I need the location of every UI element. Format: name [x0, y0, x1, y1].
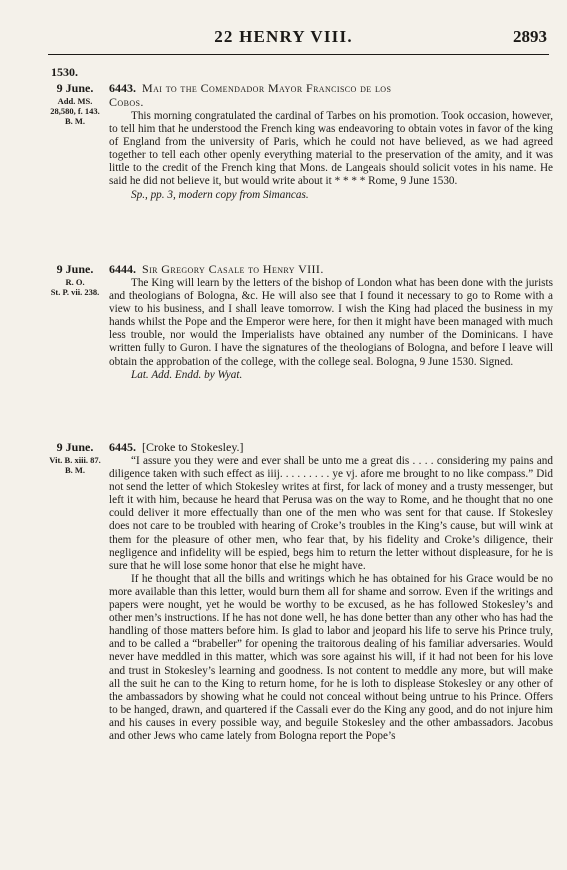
entry-heading [109, 440, 553, 454]
entry-margin [42, 440, 108, 475]
entry-title: Mai to the Comendador Mayor Francisco de los [142, 81, 392, 95]
entry-heading [109, 262, 553, 276]
entry-title: [Croke to Stokesley.] [142, 440, 244, 454]
entry-margin [42, 81, 108, 126]
source-ref: 28,580, f. 143. [50, 106, 100, 116]
running-head [0, 27, 567, 53]
entry-paragraph: If he thought that all the bills and writings which he has obtained for his Grace would be no more available than this letter, would burn them all for shame and sorrow. Even if the writings and papers were nought, yet he would be worthy to be excused, as he has followed Stokesley’s and other men’s instructions. If he has not done well, he has done better than any other who has had the handling of those matters before him. Is glad to labor and jeopard his life to serve his Prince truly, and to be called a “brabeller” for opening the traitorous dealing of his familiar adversaries. Would never have meddled in this matter, which was sore against his will, if it had not been for his love and trust in Stokesley’s learning and goodness. Is not content to meddle any more, but will make all the suit he can to the King to return home, for he is loth to displease Stokesley or any other of the ambassadors by showing what he could not conceal without being untrue to his Prince. Offers to be hanged, drawn, and quartered if the Cassali ever do the King any good, and do not injure him and his causes in every possible way, and beguile Stokesley and the other ambassadors. Jacobus and other Jews who came lately from Bologna report the Pope’s [109, 572, 553, 742]
entry-number: 6443. [109, 81, 136, 95]
entry-note: Sp., pp. 3, modern copy from Simancas. [131, 188, 309, 201]
entry-date: 9 June. [56, 81, 94, 95]
source-ref: Vit. B. xiii. 87. [49, 455, 101, 465]
entry-title-continued: Cobos. [109, 95, 144, 109]
page-number: 2893 [513, 27, 547, 46]
entry-date: 9 June. [56, 440, 94, 454]
entry-title: Sir Gregory Casale to Henry VIII. [142, 262, 324, 276]
entry-heading [109, 81, 553, 109]
source-ref: Add. MS. [57, 96, 93, 106]
source-ref: R. O. [65, 277, 85, 287]
entry-number: 6444. [109, 262, 136, 276]
entry-date: 9 June. [56, 262, 94, 276]
entry-body [109, 262, 553, 382]
entry-body [109, 81, 553, 202]
source-ref: St. P. vii. 238. [50, 287, 100, 297]
margin-year: 1530. [51, 65, 78, 79]
entry-margin [42, 262, 108, 297]
source-ref: B. M. [64, 465, 86, 475]
entry-paragraph: “I assure you they were and ever shall be unto me a great dis . . . . considering my pains and diligence taken with such effect as iiij. . . . . . . . . ye vj. afore me brought to no like compass.” Did not send the letter of which Stokesley writes at first, for lack of money and a trusty messenger, but left it with him, because he heard that Perusa was on the way to Rome, and he thought that no one could deliver it more effectually than one of the men who was sent for that cause. If Stokesley does not care to be troubled with hearing of Croke’s troubles in the King’s cause, but will wink at them for the pleasure of other men, who fear that, by his fidelity and Croke’s diligence, their negligence and infidelity will be espied, begs him to return the letter without displeasure, for he is sure that he will lose some honor that else he might have. [109, 455, 553, 572]
entry-number: 6445. [109, 440, 136, 454]
entry-paragraph: This morning congratulated the cardinal of Tarbes on his promotion. Took occasion, however, to tell him that he understood the French king was endeavoring to obtain votes in favor of the king of England from the university of Paris, which he could not have believed, as we had agreed together to tell each other openly everything material to the preservation of the amity, and it was little to the credit of the French king that Mons. de Langeais should solicit votes in his name. He said he did not believe it, but would write about it * * * * Rome, 9 June 1530. [109, 110, 553, 188]
entry-body [109, 440, 553, 743]
header-rule [48, 54, 549, 55]
source-ref: B. M. [64, 116, 86, 126]
entry-note: Lat. Add. Endd. by Wyat. [131, 368, 243, 381]
entry-paragraph: The King will learn by the letters of the bishop of London what has been done with the jurists and theologians of Bologna, &c. He will also see that I found it necessary to go to Rome with a view to his business, and I shall leave tomorrow. I wish the King had placed the business in my hands whilst the Pope and the Emperor were here, for then it might have been managed with much less trouble, nor would the Imperialists have obtained any number of the Dominicans. I have written fully to Guron. I have the signatures of the theologians of Bologna, and before I leave will obtain the approbation of the college, with the college seal. Bologna, 9 June 1530. Signed. [109, 277, 553, 368]
running-head-title: 22 HENRY VIII. [214, 27, 353, 46]
